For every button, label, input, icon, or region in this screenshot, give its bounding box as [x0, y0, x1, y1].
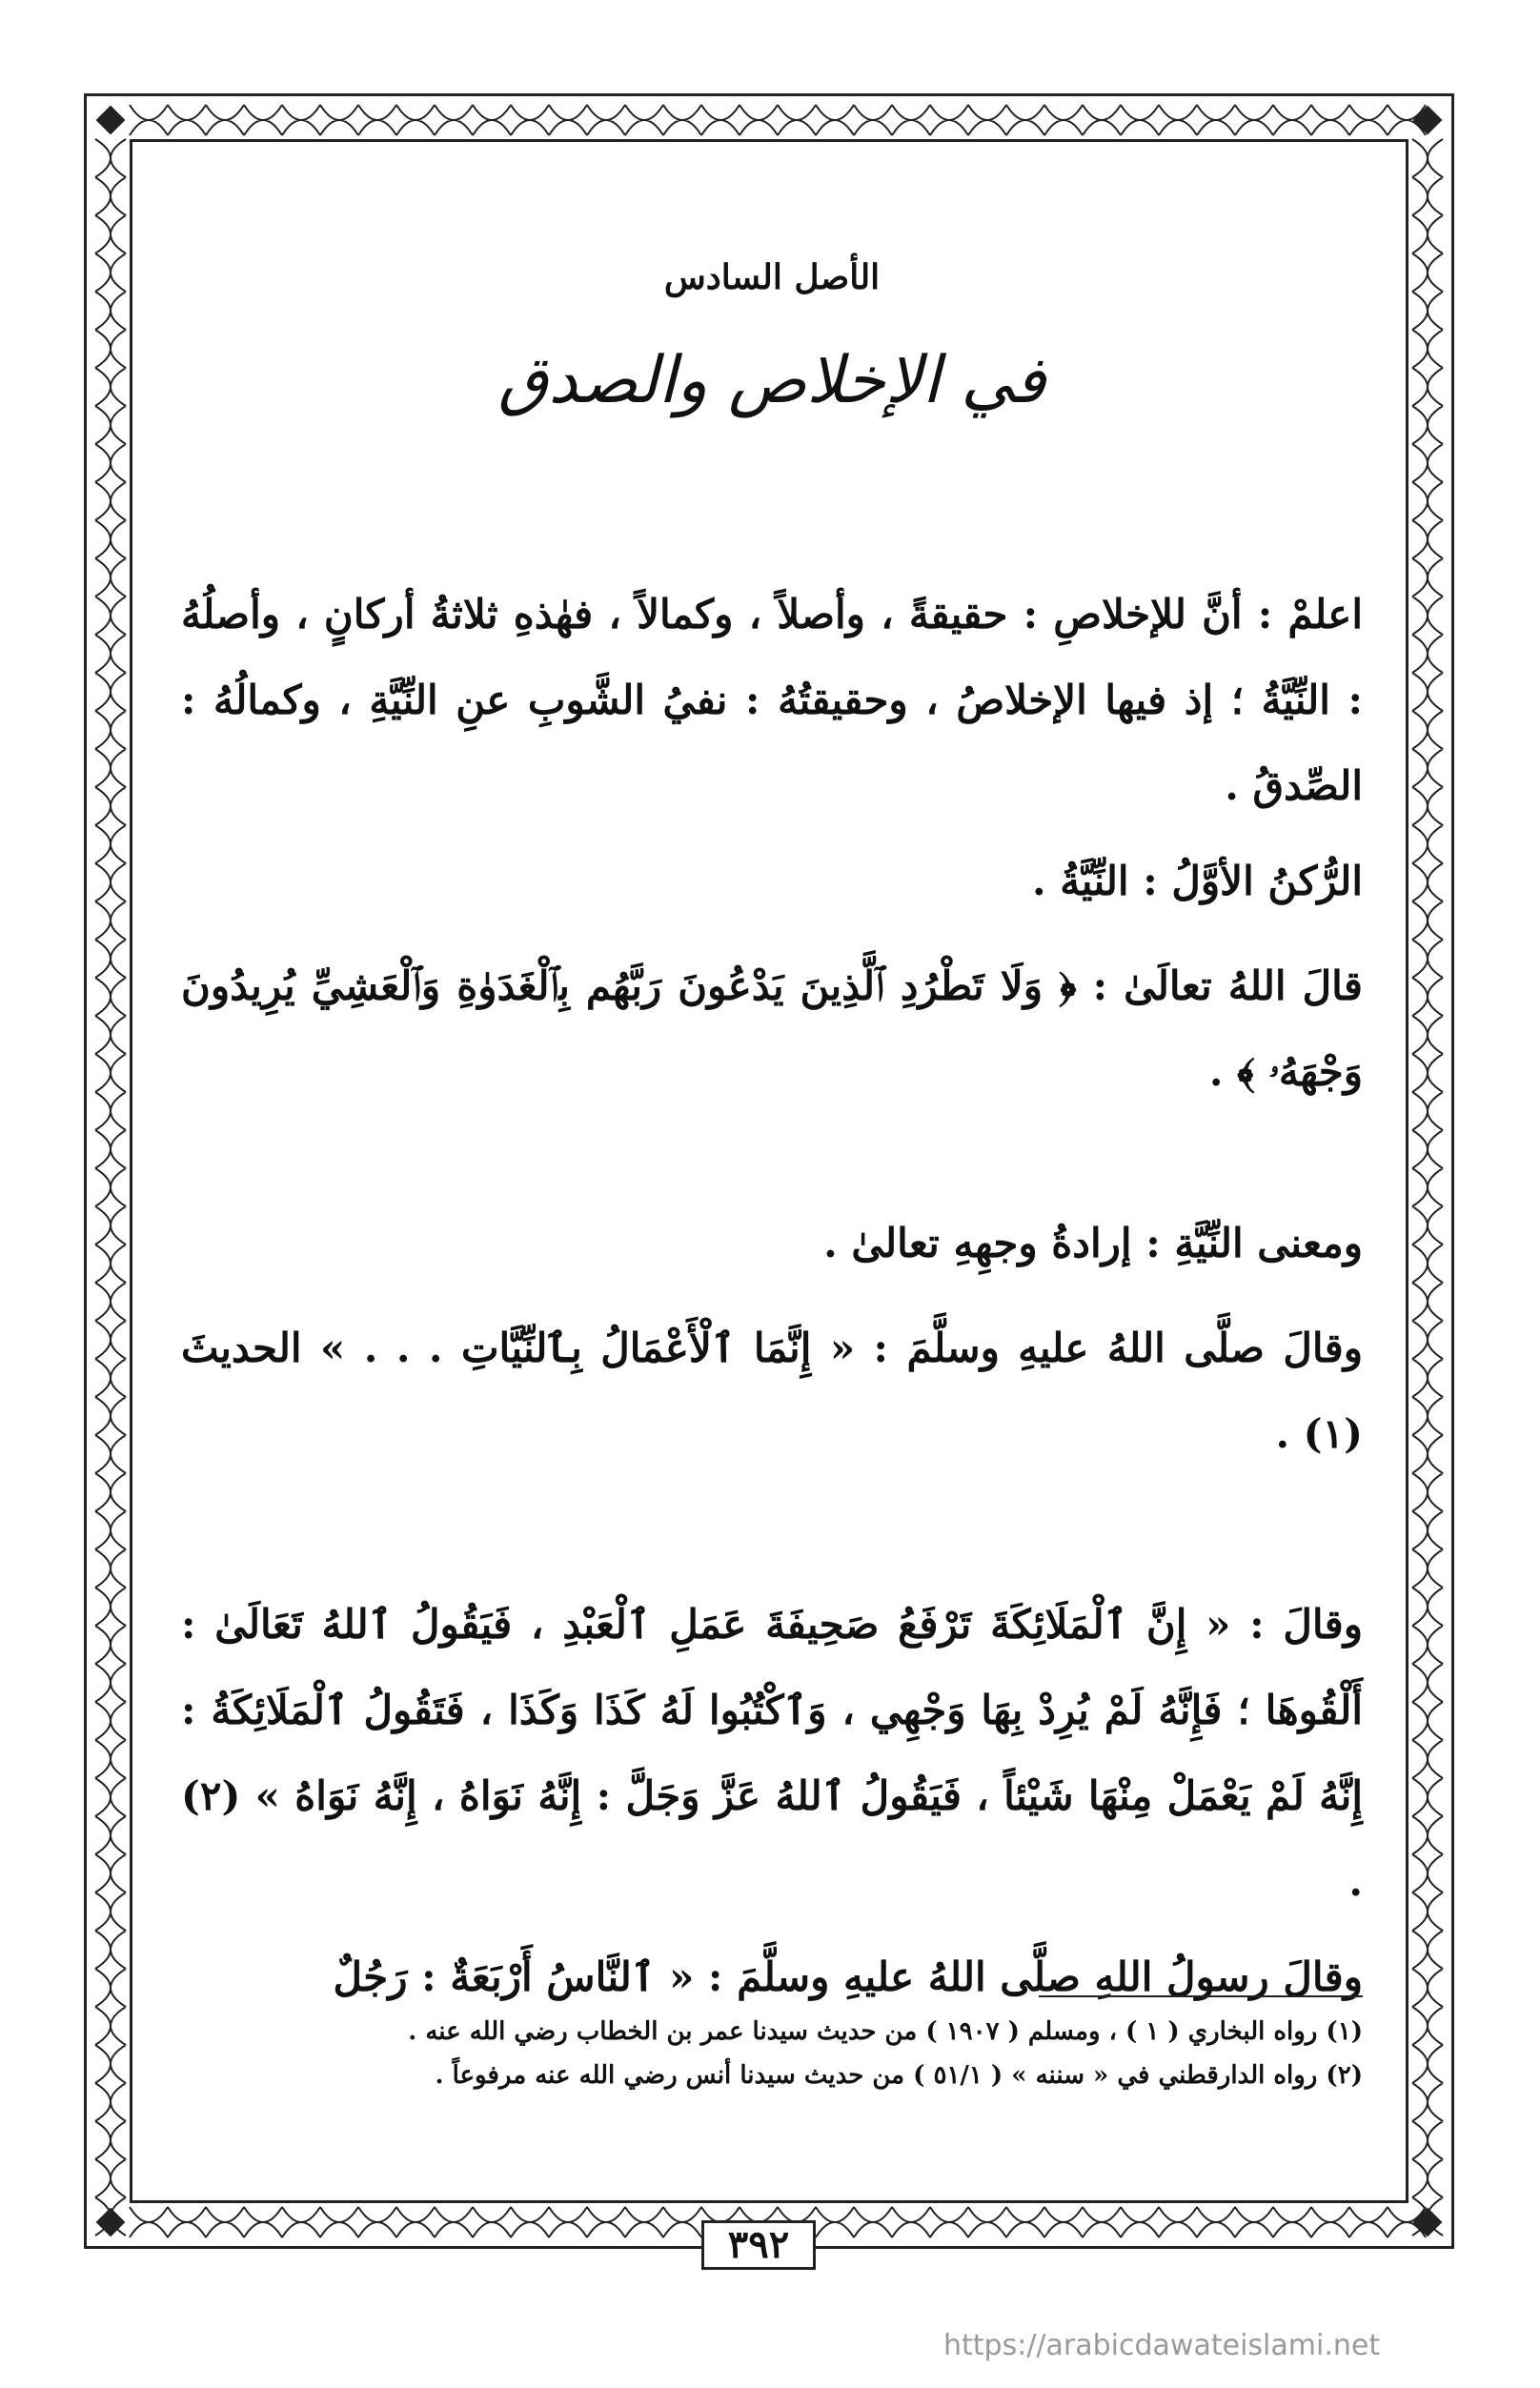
paragraph-hadith-3: وقالَ رسولُ اللهِ صلَّى اللهُ عليهِ وسلَّمَ : « ٱلنَّاسُ أَرْبَعَةٌ : رَجُلٌ — [333, 1953, 1363, 2000]
paragraph-quran-verse: قالَ اللهُ تعالَىٰ : ﴿ وَلَا تَطْرُدِ ٱلَّذِينَ يَدْعُونَ رَبَّهُم بِٱلْغَدَوٰةِ وَٱلْعَشِيِّ يُرِيدُونَ وَجْهَهُۥ ﴾ . — [181, 962, 1363, 1095]
chapter-subtitle: الأصل السادس — [663, 257, 881, 297]
page-number: ٣٩٢ — [701, 2220, 816, 2270]
watermark: https://arabicdawateislami.net — [943, 2329, 1381, 2362]
paragraph-hadith-1: وقالَ صلَّى اللهُ عليهِ وسلَّمَ : « إِنَّمَا ٱلْأَعْمَالُ بِٱلنِّيَّاتِ . . . » الحديثَ (١) . — [181, 1325, 1363, 1457]
paragraph-hadith-2: وقالَ : « إِنَّ ٱلْمَلَائِكَةَ تَرْفَعُ صَحِيفَةَ عَمَلِ ٱلْعَبْدِ ، فَيَقُولُ ٱللهُ تَعَالَىٰ : أَلْقُوهَا ؛ فَإِنَّهُ لَمْ يُرِدْ بِهَا وَجْهِي ، وَٱكْتُبُوا لَهُ كَذَا وَكَذَا ، فَتَقُولُ ٱلْمَلَائِكَةُ : إِنَّهُ لَمْ يَعْمَلْ مِنْهَا شَيْئاً ، فَيَقُولُ ٱللهُ عَزَّ وَجَلَّ : إِنَّهُ نَوَاهُ ، إِنَّهُ نَوَاهُ » (٢) . — [181, 1601, 1363, 1905]
chapter-title: في الإخلاص والصدق — [497, 343, 1046, 418]
paragraph-first-pillar: الرُّكنُ الأوَّلُ : النِّيَّةُ . — [1032, 858, 1363, 904]
footnote-1: (١) رواه البخاري ( ١ ) ، ومسلم ( ١٩٠٧ ) من حديث سيدنا عمر بن الخطاب رضي الله عنه . — [408, 2017, 1363, 2046]
paragraph-niyyah-meaning: ومعنى النِّيَّةِ : إرادةُ وجهِهِ تعالىٰ . — [823, 1220, 1363, 1266]
footnote-separator — [1039, 1995, 1363, 1997]
paragraph-intro: اعلمْ : أنَّ للإخلاصِ : حقيقةً ، وأصلاً ، وكمالاً ، فهٰذهِ ثلاثةُ أركانٍ ، وأصلُهُ : النِّيَّةُ ؛ إذ فيها الإخلاصُ ، وحقيقتُهُ : نفيُ الشَّوبِ عنِ النِّيَّةِ ، وكمالُهُ : الصِّدقُ . — [181, 591, 1363, 809]
footnote-2: (٢) رواه الدارقطني في « سننه » ( ٥١/١ ) من حديث سيدنا أنس رضي الله عنه مرفوعاً . — [435, 2061, 1363, 2090]
